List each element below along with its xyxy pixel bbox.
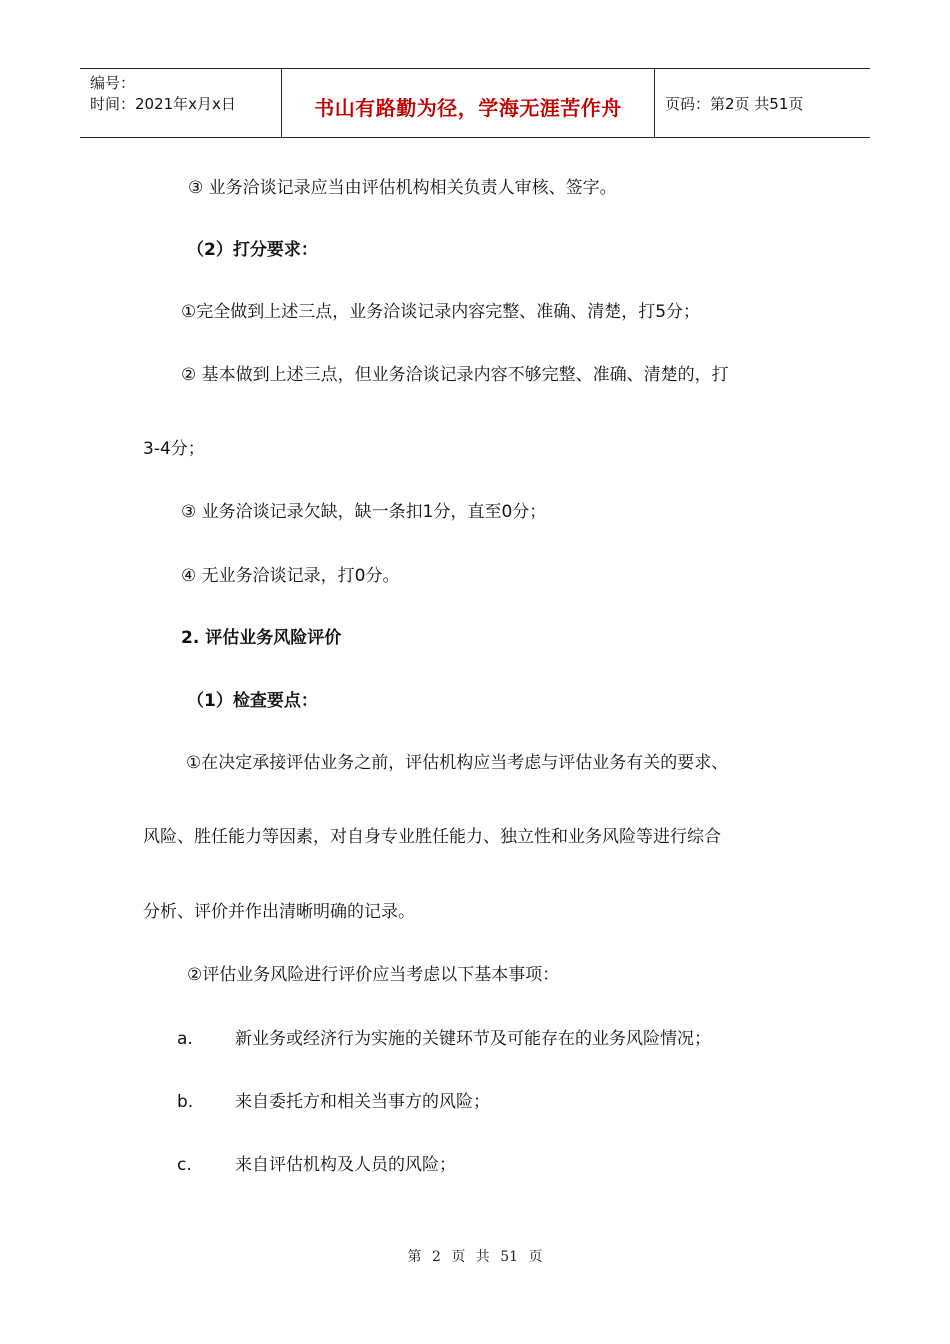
header-motto-cell (282, 69, 655, 137)
paragraph-line: 3-4分； (143, 439, 205, 459)
subheading-scoring: （2）打分要求： (187, 240, 318, 260)
paragraph-line: ④ 无业务洽谈记录，打0分。 (181, 566, 400, 586)
footer-total-pages: 51 (500, 1249, 519, 1265)
document-date-label: 时间：2021年x月x日 (90, 95, 236, 113)
footer-word: 页 (528, 1249, 543, 1265)
header-meta-cell (80, 69, 282, 137)
subheading-check-points: （1）检查要点： (187, 691, 318, 711)
list-item-marker: b. (177, 1092, 194, 1112)
paragraph-line: 分析、评价并作出清晰明确的记录。 (143, 902, 415, 922)
footer-word: 第 (407, 1249, 422, 1265)
paragraph-line: ①在决定承接评估业务之前，评估机构应当考虑与评估业务有关的要求、 (186, 753, 729, 773)
page-header-table (80, 68, 870, 138)
header-motto: 书山有路勤为径，学海无涯苦作舟 (314, 95, 622, 120)
paragraph-line: ①完全做到上述三点，业务洽谈记录内容完整、准确、清楚，打5分； (181, 302, 701, 322)
footer-word: 页 (451, 1249, 466, 1265)
page-footer (0, 1246, 950, 1266)
list-item-marker: c. (177, 1155, 192, 1175)
paragraph-line: ③ 业务洽谈记录欠缺，缺一条扣1分，直至0分； (181, 502, 547, 522)
paragraph-line: ②评估业务风险进行评价应当考虑以下基本事项： (187, 965, 560, 985)
paragraph-line: ③ 业务洽谈记录应当由评估机构相关负责人审核、签字。 (188, 178, 617, 198)
header-page-cell (655, 69, 870, 137)
footer-page-number: 2 (431, 1249, 441, 1265)
list-item-text: 来自评估机构及人员的风险； (235, 1155, 456, 1175)
document-number-label: 编号： (90, 74, 136, 92)
list-item-marker: a. (177, 1029, 193, 1049)
header-page-label: 页码：第2页 共51页 (665, 94, 804, 113)
paragraph-line: ② 基本做到上述三点，但业务洽谈记录内容不够完整、准确、清楚的，打 (181, 365, 729, 385)
section-heading: 2. 评估业务风险评价 (181, 628, 342, 648)
paragraph-line: 风险、胜任能力等因素，对自身专业胜任能力、独立性和业务风险等进行综合 (143, 827, 721, 847)
footer-word: 共 (475, 1249, 490, 1265)
list-item-text: 来自委托方和相关当事方的风险； (235, 1092, 490, 1112)
list-item-text: 新业务或经济行为实施的关键环节及可能存在的业务风险情况； (235, 1029, 711, 1049)
